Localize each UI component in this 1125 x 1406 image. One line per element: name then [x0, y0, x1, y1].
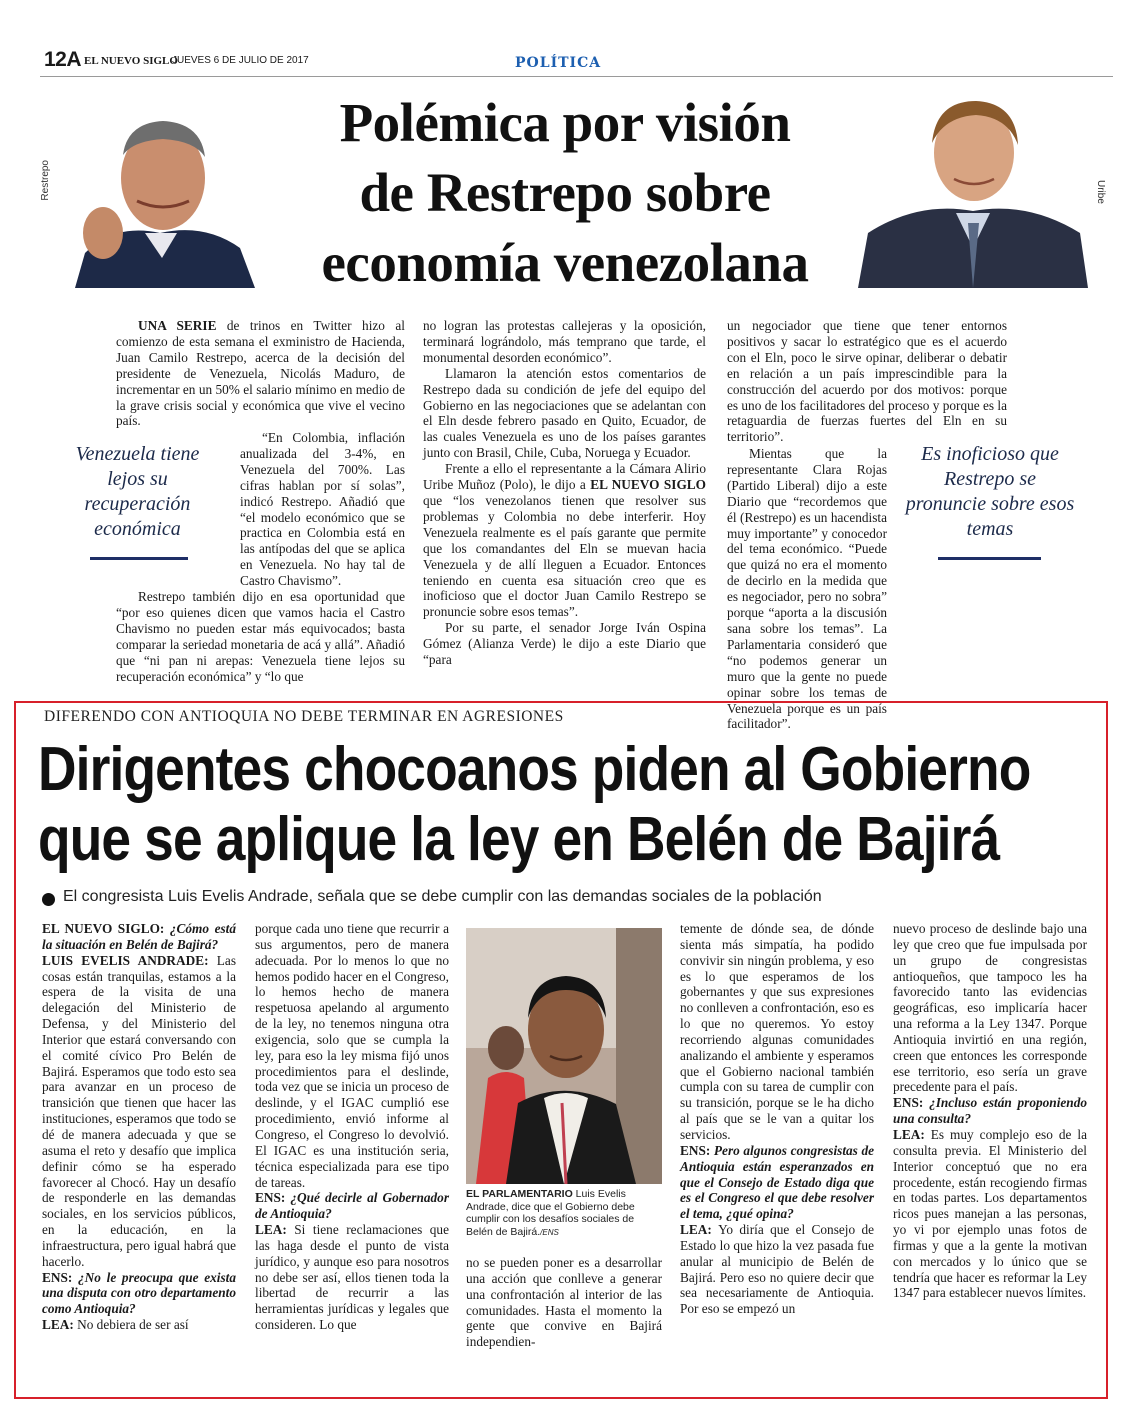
speaker-label: ENS:: [255, 1190, 291, 1206]
answer: Las cosas están tranquilas, estamos a la espera de la visita de una delegación del Ministerio de Defensa, y del Ministerio del Interior que estará conversando con el comité cívico Pro Belén de Bajirá. Esperamos que todo esto sea para avanzar en un proceso de transición que tienen que hacer las instituciones, esperamos que todo se dé de manera adecuada y que se asuma el reto y desafío que implica definir cómo se ha esperado favorecer al Chocó. Hay un desafío de responderle en las demandas sociales, en los servicios públicos, en la educación, en la infraestructura, pero igual habrá que hacerlo.: [42, 952, 236, 1269]
story2-column-4: [680, 921, 874, 1317]
answer: no se pueden poner es a desarrollar una acción que conlleve a generar una confrontación al interior de las comunidades. Hasta el momento la gente que convive en Bajirá independien-: [466, 1255, 662, 1350]
headline-line: que se aplique la ley en Belén de Bajirá: [38, 805, 1000, 874]
photo-restrepo: [55, 83, 270, 288]
speaker-label: ENS:: [42, 1269, 79, 1285]
headline-restrepo: [270, 88, 860, 298]
story2-column-5: [893, 921, 1087, 1301]
paragraph: Restrepo también dijo en esa oportunidad que “por eso quienes dicen que vamos hacia el Castro Chavismo no pueden estar más equivocados; basta comparar la seriedad monetaria de acá y allá”. Añadió que “ni pan ni arepas: Venezuela tiene lejos su recuperación económica” y “lo que: [116, 589, 405, 684]
headline-line: economía venezolana: [321, 232, 809, 293]
paragraph: Llamaron la atención estos comentarios de Restrepo dada su condición de jefe del equipo del Gobierno en las negociaciones que se adelantan con el Eln desde febrero pasado en Quito, Ecuador, de las cuales Venezuela es uno de los países garantes junto con Brasil, Chile, Cuba, Noruega y Ecuador.: [423, 365, 706, 461]
story2-column-3: [466, 1255, 662, 1350]
headline-line: Polémica por visión: [339, 92, 791, 153]
body-text: de trinos en Twitter hizo al comienzo de esta semana el exministro de Hacienda, Juan Camilo Restrepo, acerca de la decisión del presidente de Venezuela, Nicolás Maduro, de incrementar en un 50% el salario mínimo en medio de la grave crisis social y económica que vive el vecino país.: [116, 318, 405, 429]
speaker-label: ENS:: [680, 1142, 714, 1158]
question: ¿Qué decirle al Gobernador de Antioquia?: [255, 1190, 449, 1222]
pull-quote-rule: [90, 557, 188, 560]
qa-block: [255, 1190, 449, 1222]
paragraph: “En Colombia, inflación anualizada del 3-4%, en Venezuela del 700%. Las cifras hablan por sí solas”, indicó Restrepo. Añadió que “el modelo económico que se practica en Colombia está en las antípodas del que se aplica en Venezuela. No hay tal de Castro Chavismo”.: [240, 430, 405, 589]
photo-credit-restrepo: Restrepo: [40, 160, 51, 201]
answer: nuevo proceso de deslinde bajo una ley que creo que fue impulsada por un grupo de congresistas antioqueños, que tampoco les ha favorecido tanto las evidencias geográficas, eso implicaría hacer una reforma a la Ley 1347. Porque Antioquia invirtió en una región, creen que entonces les corresponde ese territorio, eso sería un grave precedente para el país.: [893, 921, 1087, 1095]
pull-quote-right: Es inoficioso que Restrepo se pronuncie sobre esos temas: [905, 443, 1075, 540]
headline-chocoanos: [38, 735, 1031, 875]
speaker-label: LEA:: [42, 1317, 78, 1333]
photo-caption: [466, 1188, 662, 1239]
publication-name: EL NUEVO SIGLO: [84, 55, 178, 67]
paragraph: Por su parte, el senador Jorge Iván Ospina Gómez (Alianza Verde) le dijo a este Diario que “para: [423, 620, 706, 668]
paragraph: [423, 461, 706, 620]
qa-block: [42, 921, 236, 953]
question: ¿Incluso están proponiendo una consulta?: [893, 1095, 1087, 1127]
publication-mention: EL NUEVO SIGLO: [590, 477, 707, 493]
story1-column-1c: [116, 589, 405, 684]
qa-block: [893, 1127, 1087, 1301]
qa-block: [893, 1095, 1087, 1127]
paragraph: no logran las protestas callejeras y la oposición, terminará lográndolo, más temprano que tarde, el monumental desorden económico”.: [423, 318, 706, 365]
section-label: POLÍTICA: [515, 55, 602, 71]
caption-text: Luis Evelis Andrade, dice que el Gobierno debe cumplir con los desafíos sociales de Belén de Bajirá.: [466, 1188, 635, 1238]
caption-credit: /ENS: [540, 1227, 559, 1237]
question: ¿No le preocupa que exista una disputa con otro departamento como Antioquia?: [42, 1269, 237, 1317]
story1-column-1: [116, 318, 405, 429]
qa-block: [42, 1317, 236, 1333]
answer: Si tiene reclamaciones que las haga desde el punto de vista jurídico, y aunque eso para nosotros no debe ser así, ellos tienen toda la libertad de recurrir a las herramientas jurídicas y legales que consideren. Lo que: [255, 1222, 449, 1333]
pull-quote-left: Venezuela tiene lejos su recuperación económica: [75, 443, 200, 540]
page-number: 12A: [44, 48, 82, 71]
speaker-label: EL NUEVO SIGLO:: [42, 921, 170, 936]
speaker-label: LEA:: [893, 1126, 931, 1142]
paragraph: [116, 318, 405, 429]
speaker-label: LEA:: [680, 1222, 719, 1238]
publication-date: JUEVES 6 DE JULIO DE 2017: [172, 55, 309, 66]
answer: temente de dónde sea, de dónde sienta más simpatía, ha podido convivir sin ningún problema, y eso es lo que esperamos de los gobernantes y que sus expresiones no conlleven a confrontación, eso es lo que no queremos. Yo estoy recorriendo algunas comunidades analizando el ambiente y esperamos que el Gobierno nacional también cumpla con su tarea de cumplir con su transición, porque se le ha dicho al país que se le van a quitar los servicios.: [680, 921, 874, 1142]
story2-kicker: DIFERENDO CON ANTIOQUIA NO DEBE TERMINAR EN AGRESIONES: [44, 708, 564, 725]
story2-subdeck: El congresista Luis Evelis Andrade, señala que se debe cumplir con las demandas sociales de la población: [63, 888, 822, 905]
speaker-label: LUIS EVELIS ANDRADE:: [42, 952, 217, 968]
qa-block: [680, 1222, 874, 1317]
story2-column-2: [255, 921, 449, 1333]
answer: Es muy complejo eso de la consulta previa. El Ministerio del Interior conceptuó que no era procedente, están recogiendo firmas en todas partes. Los departamentos ricos pues manejan a las personas, yo vi por ejemplo unas fotos de firmas y que a la gente la motivan con mercados y lo único que se tendría que hacer es reformar la Ley 1347 para establecer nuevos límites.: [893, 1126, 1087, 1301]
speaker-label: ENS:: [893, 1095, 930, 1111]
paragraph: Mientas que la representante Clara Rojas (Partido Liberal) dijo a este Diario que “recordemos que él (Restrepo) es un hacendista muy importante” y conocedor del tema económico. “Puede que quizá no era el momento de decirlo en la medida que es negociador, pero no sobra” porque “aporta a la discusión sana sobre los temas”. La Parlamentaria consideró que “no podemos generar un muro que la gente no puede opinar sobre los temas de Venezuela porque es un país facilitador”.: [727, 446, 887, 732]
headline-line: Dirigentes chocoanos piden al Gobierno: [38, 735, 1031, 804]
qa-block: [255, 1222, 449, 1333]
caption-lead: EL PARLAMENTARIO: [466, 1188, 573, 1200]
question: Pero algunos congresistas de Antioquia están esperanzados en que el Consejo de Estado diga que es el Congreso el que debe resolver el tema, ¿qué opina?: [680, 1142, 874, 1222]
lead-in: UNA SERIE: [138, 318, 217, 333]
story1-column-2: [423, 318, 706, 668]
paragraph: un negociador que tiene que tener entornos positivos y sacar lo estratégico que es el acuerdo con el Eln, poco le sirve opinar, deliberar o debatir en relación a un país imprescindible para la construcción del acuerdo por dos motivos: porque es uno de los facilitadores del proceso y porque es la retaguardia de fuerzas fuertes del Eln en su territorio”.: [727, 318, 1007, 445]
qa-block: [42, 1270, 236, 1318]
bullet-icon: [42, 893, 55, 906]
story1-column-1b: [240, 430, 405, 589]
answer: porque cada uno tiene que recurrir a sus argumentos, pero de manera adecuada. Por lo menos lo que no hemos podido hacer en el Congreso, lo hemos hecho de manera respetuosa apelando al argumento de la ley, no tenemos ninguna otra exigencia, solo que se cumpla la ley, para eso la ley misma fijó unos procedimientos para el deslinde, toda vez que se inicia un proceso de deslinde, y el IGAC cumplió ese procedimiento, envió informe al Congreso, el Congreso lo devolvió. El IGAC es una institución seria, técnica especializada para ese tipo de tareas.: [255, 921, 449, 1190]
answer: Yo diría que el Consejo de Estado lo que hizo la vez pasada fue anular al municipio de Belén de Bajirá. Pero eso no quiere decir que sea necesariamente de Antioquia. Por eso se empezó un: [680, 1222, 874, 1317]
body-text: que “los venezolanos tienen que resolver sus problemas y Colombia no debe interferir. Hoy Venezuela realmente es el país garante que permite que los comandantes del Eln se muevan hacia Venezuela y de allí lleguen a Ecuador. Entonces teniendo en cuenta esa situación creo que es inoficioso que el doctor Juan Camilo Restrepo se pronuncie sobre esos temas”.: [423, 492, 706, 620]
headline-line: de Restrepo sobre: [359, 162, 771, 223]
photo-credit-uribe: Uribe: [1095, 180, 1106, 204]
speaker-label: LEA:: [255, 1222, 295, 1238]
photo-andrade: [466, 928, 662, 1184]
pull-quote-rule: [938, 557, 1041, 560]
story1-column-3: [727, 318, 1007, 445]
qa-block: [680, 1143, 874, 1222]
question: ¿Cómo está la situación en Belén de Bajirá?: [42, 921, 236, 952]
photo-uribe: [858, 83, 1088, 288]
body-text: Frente a ello el representante a la Cámara Alirio Uribe Muñoz (Polo), le dijo a: [423, 461, 706, 493]
header-rule: [40, 76, 1113, 77]
story2-column-1: [42, 921, 236, 1333]
answer: No debiera de ser así: [77, 1317, 189, 1333]
qa-block: [42, 953, 236, 1270]
